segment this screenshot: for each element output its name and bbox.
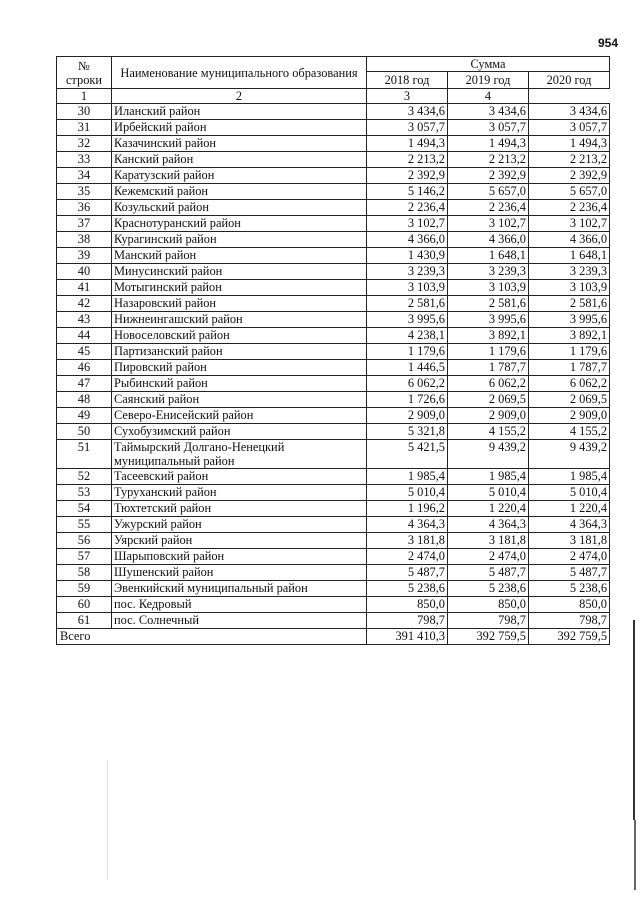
table-row [57, 549, 610, 565]
sum-2020: 3 892,1 [529, 328, 610, 344]
sum-2019: 9 439,2 [448, 440, 529, 469]
row-number: 33 [57, 152, 112, 168]
municipality-name: Иланский район [112, 104, 367, 120]
budget-table [56, 56, 610, 645]
table-row [57, 232, 610, 248]
row-number: 52 [57, 469, 112, 485]
table-row [57, 280, 610, 296]
sum-2020: 1 985,4 [529, 469, 610, 485]
table-row [57, 312, 610, 328]
sum-2018: 3 103,9 [367, 280, 448, 296]
sum-2020: 6 062,2 [529, 376, 610, 392]
table-row [57, 296, 610, 312]
sum-2019: 4 155,2 [448, 424, 529, 440]
sum-2018: 3 057,7 [367, 120, 448, 136]
sum-2019: 1 494,3 [448, 136, 529, 152]
sum-2020: 3 239,3 [529, 264, 610, 280]
scan-edge-mark [634, 820, 636, 890]
row-number: 42 [57, 296, 112, 312]
sum-2018: 3 995,6 [367, 312, 448, 328]
sum-2019: 3 057,7 [448, 120, 529, 136]
sum-2018: 1 196,2 [367, 501, 448, 517]
sum-2020: 1 648,1 [529, 248, 610, 264]
row-number: 40 [57, 264, 112, 280]
municipality-name: Саянский район [112, 392, 367, 408]
sum-2019: 2 069,5 [448, 392, 529, 408]
sum-2019: 2 236,4 [448, 200, 529, 216]
sum-2020: 2 474,0 [529, 549, 610, 565]
municipality-name: Казачинский район [112, 136, 367, 152]
row-number: 47 [57, 376, 112, 392]
total-2020: 392 759,5 [529, 629, 610, 645]
municipality-name: Пировский район [112, 360, 367, 376]
sum-2019: 5 010,4 [448, 485, 529, 501]
municipality-name: Ирбейский район [112, 120, 367, 136]
total-2019: 392 759,5 [448, 629, 529, 645]
sum-2020: 2 236,4 [529, 200, 610, 216]
row-number: 37 [57, 216, 112, 232]
header-year-2020: 2020 год [529, 72, 610, 89]
header-col-index-4: 4 [448, 89, 529, 104]
sum-2018: 1 726,6 [367, 392, 448, 408]
municipality-name: Тасеевский район [112, 469, 367, 485]
scan-edge-mark [633, 620, 635, 820]
municipality-name: пос. Кедровый [112, 597, 367, 613]
municipality-name: Манский район [112, 248, 367, 264]
sum-2018: 3 434,6 [367, 104, 448, 120]
sum-2020: 4 155,2 [529, 424, 610, 440]
sum-2018: 6 062,2 [367, 376, 448, 392]
total-label: Всего [57, 629, 367, 645]
sum-2018: 1 179,6 [367, 344, 448, 360]
sum-2020: 4 366,0 [529, 232, 610, 248]
sum-2019: 850,0 [448, 597, 529, 613]
row-number: 57 [57, 549, 112, 565]
row-number: 58 [57, 565, 112, 581]
table-row [57, 248, 610, 264]
row-number: 45 [57, 344, 112, 360]
sum-2019: 3 181,8 [448, 533, 529, 549]
sum-2020: 5 238,6 [529, 581, 610, 597]
municipality-name: Шушенский район [112, 565, 367, 581]
table-row [57, 408, 610, 424]
municipality-name: Туруханский район [112, 485, 367, 501]
sum-2020: 2 213,2 [529, 152, 610, 168]
sum-2020: 5 010,4 [529, 485, 610, 501]
sum-2018: 5 487,7 [367, 565, 448, 581]
sum-2018: 2 213,2 [367, 152, 448, 168]
sum-2018: 4 366,0 [367, 232, 448, 248]
sum-2020: 1 494,3 [529, 136, 610, 152]
municipality-name: Партизанский район [112, 344, 367, 360]
sum-2020: 2 392,9 [529, 168, 610, 184]
table-row [57, 581, 610, 597]
sum-2019: 3 892,1 [448, 328, 529, 344]
sum-2019: 4 366,0 [448, 232, 529, 248]
sum-2018: 5 321,8 [367, 424, 448, 440]
table-body [57, 104, 610, 629]
row-number: 39 [57, 248, 112, 264]
table-row [57, 168, 610, 184]
sum-2020: 3 102,7 [529, 216, 610, 232]
table-row [57, 152, 610, 168]
row-number: 59 [57, 581, 112, 597]
sum-2018: 5 238,6 [367, 581, 448, 597]
sum-2019: 2 909,0 [448, 408, 529, 424]
row-number: 41 [57, 280, 112, 296]
sum-2020: 1 179,6 [529, 344, 610, 360]
municipality-name: Канский район [112, 152, 367, 168]
sum-2018: 1 985,4 [367, 469, 448, 485]
row-number: 30 [57, 104, 112, 120]
municipality-name: Козульский район [112, 200, 367, 216]
table-header [57, 57, 610, 104]
table-row [57, 392, 610, 408]
table-row [57, 376, 610, 392]
table-row [57, 344, 610, 360]
sum-2018: 798,7 [367, 613, 448, 629]
table-row [57, 501, 610, 517]
row-number: 48 [57, 392, 112, 408]
sum-2018: 2 909,0 [367, 408, 448, 424]
sum-2020: 798,7 [529, 613, 610, 629]
sum-2018: 1 430,9 [367, 248, 448, 264]
sum-2018: 1 446,5 [367, 360, 448, 376]
table-row [57, 136, 610, 152]
municipality-name: Тюхтетский район [112, 501, 367, 517]
table-row [57, 517, 610, 533]
row-number: 44 [57, 328, 112, 344]
row-number: 61 [57, 613, 112, 629]
header-year-2018: 2018 год [367, 72, 448, 89]
sum-2018: 3 181,8 [367, 533, 448, 549]
sum-2019: 2 581,6 [448, 296, 529, 312]
table-row [57, 597, 610, 613]
municipality-name: Таймырский Долгано-Ненецкий муниципальный район [112, 440, 367, 469]
sum-2018: 3 102,7 [367, 216, 448, 232]
sum-2018: 1 494,3 [367, 136, 448, 152]
municipality-name: пос. Солнечный [112, 613, 367, 629]
sum-2018: 4 238,1 [367, 328, 448, 344]
sum-2018: 5 421,5 [367, 440, 448, 469]
row-number: 51 [57, 440, 112, 469]
row-number: 35 [57, 184, 112, 200]
sum-2019: 2 392,9 [448, 168, 529, 184]
table-row [57, 440, 610, 469]
header-col-index-1: 1 [57, 89, 112, 104]
sum-2020: 2 909,0 [529, 408, 610, 424]
row-number: 55 [57, 517, 112, 533]
sum-2018: 850,0 [367, 597, 448, 613]
municipality-name: Минусинский район [112, 264, 367, 280]
sum-2020: 3 057,7 [529, 120, 610, 136]
total-row [57, 629, 610, 645]
row-number: 36 [57, 200, 112, 216]
table-row [57, 360, 610, 376]
municipality-name: Мотыгинский район [112, 280, 367, 296]
sum-2020: 3 103,9 [529, 280, 610, 296]
sum-2018: 2 581,6 [367, 296, 448, 312]
header-col-index-3: 3 [367, 89, 448, 104]
sum-2020: 1 220,4 [529, 501, 610, 517]
sum-2019: 2 474,0 [448, 549, 529, 565]
municipality-name: Нижнеингашский район [112, 312, 367, 328]
sum-2019: 3 995,6 [448, 312, 529, 328]
table-row [57, 216, 610, 232]
sum-2019: 1 648,1 [448, 248, 529, 264]
sum-2019: 3 239,3 [448, 264, 529, 280]
municipality-name: Рыбинский район [112, 376, 367, 392]
sum-2019: 6 062,2 [448, 376, 529, 392]
sum-2020: 5 657,0 [529, 184, 610, 200]
municipality-name: Сухобузимский район [112, 424, 367, 440]
municipality-name: Шарыповский район [112, 549, 367, 565]
table-row [57, 613, 610, 629]
municipality-name: Новоселовский район [112, 328, 367, 344]
sum-2018: 2 392,9 [367, 168, 448, 184]
sum-2020: 5 487,7 [529, 565, 610, 581]
table-row [57, 200, 610, 216]
sum-2018: 5 010,4 [367, 485, 448, 501]
row-number: 49 [57, 408, 112, 424]
scan-artifact-line [107, 760, 108, 880]
row-number: 60 [57, 597, 112, 613]
sum-2019: 5 657,0 [448, 184, 529, 200]
sum-2019: 5 487,7 [448, 565, 529, 581]
sum-2019: 3 434,6 [448, 104, 529, 120]
municipality-name: Эвенкийский муниципальный район [112, 581, 367, 597]
municipality-name: Кежемский район [112, 184, 367, 200]
sum-2019: 798,7 [448, 613, 529, 629]
sum-2020: 4 364,3 [529, 517, 610, 533]
sum-2020: 3 995,6 [529, 312, 610, 328]
sum-2020: 3 181,8 [529, 533, 610, 549]
row-number: 43 [57, 312, 112, 328]
total-2018: 391 410,3 [367, 629, 448, 645]
row-number: 50 [57, 424, 112, 440]
table-row [57, 264, 610, 280]
sum-2019: 2 213,2 [448, 152, 529, 168]
table-row [57, 184, 610, 200]
sum-2019: 3 103,9 [448, 280, 529, 296]
municipality-name: Курагинский район [112, 232, 367, 248]
table-row [57, 104, 610, 120]
row-number: 46 [57, 360, 112, 376]
sum-2018: 5 146,2 [367, 184, 448, 200]
sum-2019: 1 985,4 [448, 469, 529, 485]
row-number: 31 [57, 120, 112, 136]
row-number: 53 [57, 485, 112, 501]
header-sum: Сумма [367, 57, 610, 72]
row-number: 56 [57, 533, 112, 549]
municipality-name: Каратузский район [112, 168, 367, 184]
sum-2018: 2 474,0 [367, 549, 448, 565]
sum-2019: 5 238,6 [448, 581, 529, 597]
municipality-name: Ужурский район [112, 517, 367, 533]
sum-2018: 4 364,3 [367, 517, 448, 533]
table-row [57, 469, 610, 485]
table-row [57, 533, 610, 549]
municipality-name: Северо-Енисейский район [112, 408, 367, 424]
table-row [57, 120, 610, 136]
table-row [57, 565, 610, 581]
row-number: 32 [57, 136, 112, 152]
sum-2020: 9 439,2 [529, 440, 610, 469]
header-col-index-2: 2 [112, 89, 367, 104]
sum-2020: 2 069,5 [529, 392, 610, 408]
sum-2019: 4 364,3 [448, 517, 529, 533]
row-number: 38 [57, 232, 112, 248]
sum-2019: 1 787,7 [448, 360, 529, 376]
row-number: 54 [57, 501, 112, 517]
sum-2020: 3 434,6 [529, 104, 610, 120]
sum-2020: 2 581,6 [529, 296, 610, 312]
sum-2019: 1 220,4 [448, 501, 529, 517]
table-row [57, 424, 610, 440]
municipality-name: Назаровский район [112, 296, 367, 312]
sum-2019: 3 102,7 [448, 216, 529, 232]
municipality-name: Краснотуранский район [112, 216, 367, 232]
header-year-2019: 2019 год [448, 72, 529, 89]
sum-2018: 3 239,3 [367, 264, 448, 280]
page-number: 954 [597, 36, 618, 50]
table-row [57, 328, 610, 344]
row-number: 34 [57, 168, 112, 184]
sum-2020: 1 787,7 [529, 360, 610, 376]
sum-2020: 850,0 [529, 597, 610, 613]
header-municipality-name: Наименование муниципального образования [112, 57, 367, 89]
sum-2019: 1 179,6 [448, 344, 529, 360]
table-row [57, 485, 610, 501]
header-row-number: № строки [57, 57, 112, 89]
municipality-name: Уярский район [112, 533, 367, 549]
sum-2018: 2 236,4 [367, 200, 448, 216]
